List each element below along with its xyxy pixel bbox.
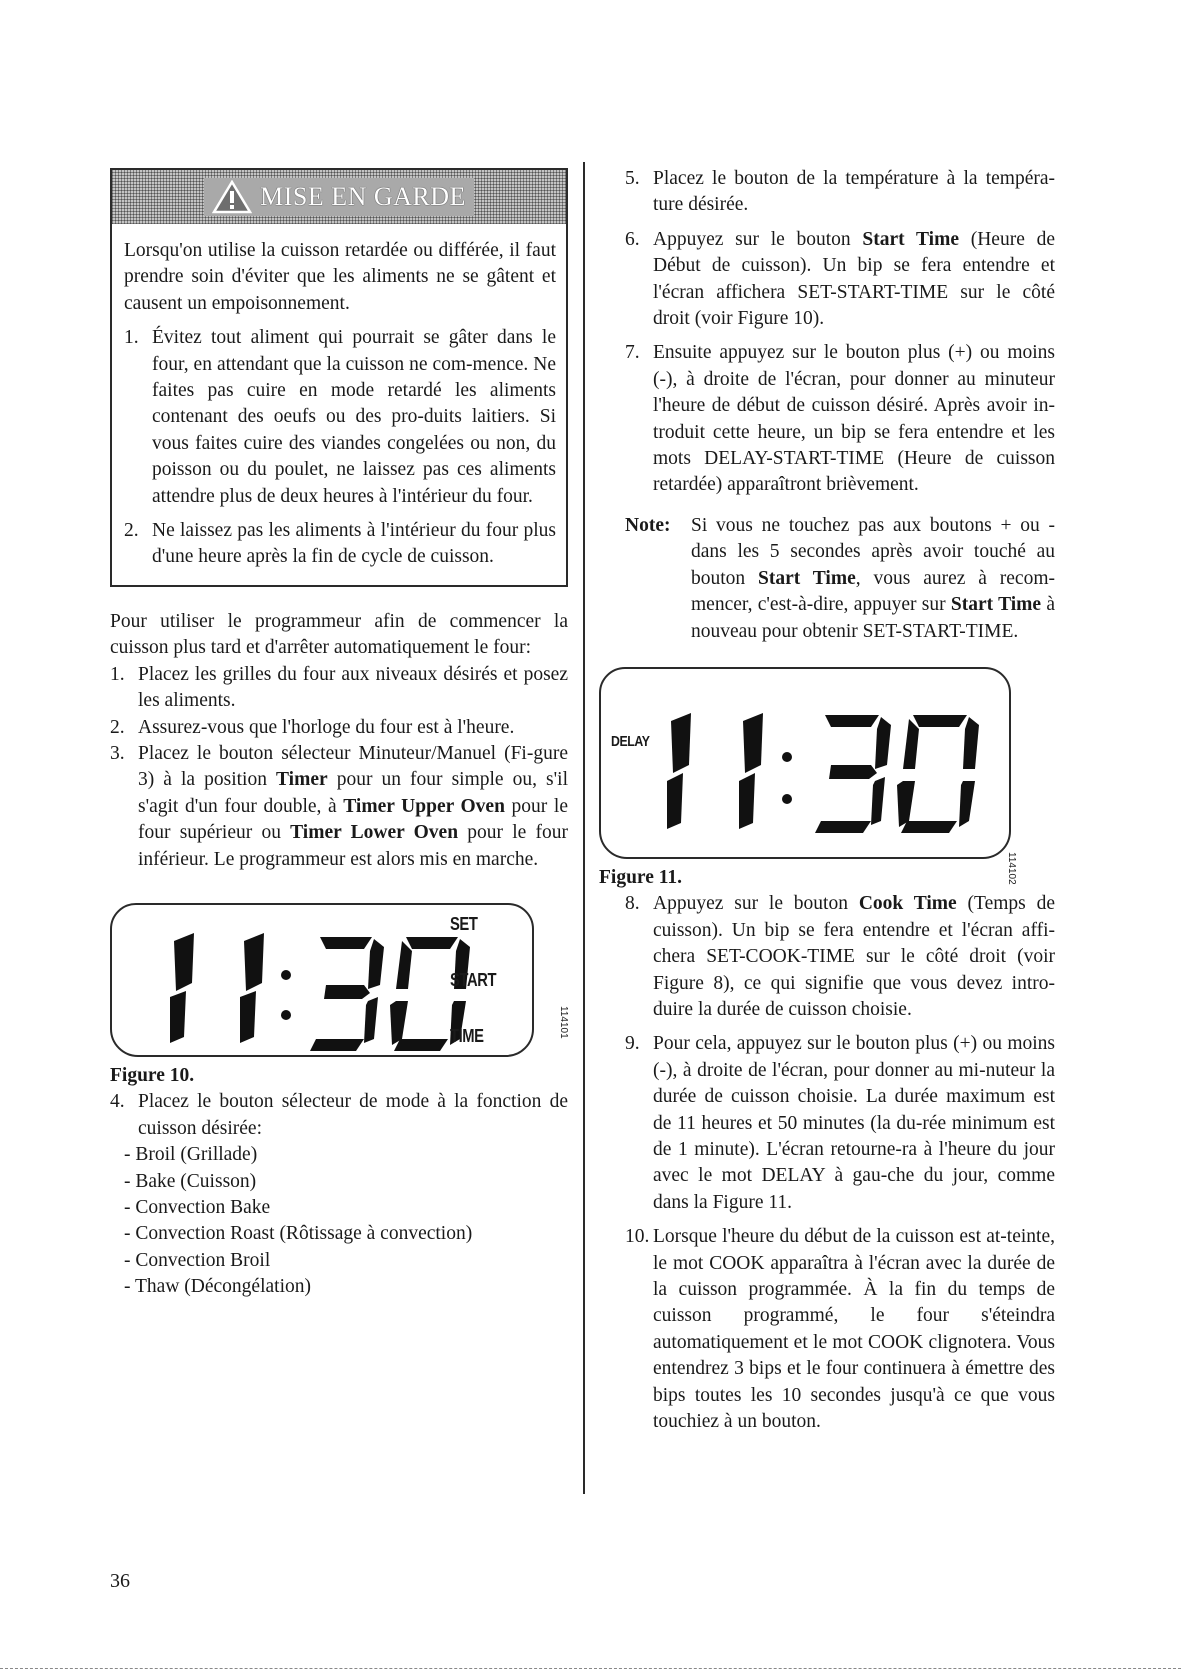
page-number: 36 [110, 1570, 130, 1592]
right-column [599, 166, 1056, 1443]
left-intro: Pour utiliser le programmeur afin de commencer la cuisson plus tard et d'arrêter automatiquement le four: [110, 610, 568, 659]
mode-item: - Broil (Grillade) [124, 1144, 258, 1166]
mode-item: - Convection Broil [124, 1249, 271, 1271]
lcd-label-time: TIME [450, 1025, 484, 1046]
left-steps-cont [110, 1089, 568, 1300]
note-text: Si vous ne touchez pas aux boutons + ou - dans les 5 secondes après avoir touché au bouton Start Time, vous aurez à recom-mencer, c'est-à-dire, appuyer sur Start Time à nouveau pour obtenir SET-START-TIME. [691, 514, 1055, 642]
figure-10-display [110, 903, 534, 1057]
figure-10-caption: Figure 10. [110, 1064, 195, 1086]
warning-triangle-icon [212, 180, 252, 214]
left-steps [110, 662, 568, 873]
mode-item: - Thaw (Décongélation) [124, 1276, 311, 1298]
warning-body [112, 238, 566, 571]
warning-item: 1. Évitez tout aliment qui pourrait se gâter dans le four, en attendant que la cuisson ne com-mence. Ne faites pas cuire en mode retardé les aliments contenant des oeufs ou des pro-duits laitiers. Si vous faites cuire des viandes congelées ou non, du poisson ou du poulet, ne laissez pas ces aliments attendre plus de deux heures à l'intérieur du four. [124, 327, 556, 507]
mode-item: - Convection Roast (Rôtissage à convection) [124, 1223, 473, 1245]
step-10: 10. Lorsque l'heure du début de la cuisson est at-teinte, le mot COOK apparaîtra à l'écran avec la durée de la cuisson programmée. À la fin du temps de cuisson programmé, le four s'éteindra automatiquement et le mot COOK clignotera. Vous entendrez 3 bips et le four continuera à émettre des bips toutes les 10 secondes jusqu'à ce que vous touchiez à un bouton. [625, 1226, 1055, 1433]
mode-item: - Convection Bake [124, 1196, 271, 1218]
step-2: 2. Assurez-vous que l'horloge du four est à l'heure. [110, 716, 515, 738]
step-6: 6. Appuyez sur le bouton Start Time (Heure de Début de cuisson). Un bip se fera entendre et l'écran affichera SET-START-TIME sur le côté droit (voir Figure 10). [625, 228, 1055, 330]
mode-list [124, 1142, 568, 1300]
figure-11-caption: Figure 11. [599, 866, 683, 888]
step-1: 1. Placez les grilles du four aux niveaux désirés et posez les aliments. [110, 663, 568, 712]
column-divider [583, 162, 585, 1494]
figure-11-display [599, 667, 1011, 859]
warning-box [110, 168, 568, 587]
warning-intro: Lorsqu'on utilise la cuisson retardée ou différée, il faut prendre soin d'éviter que les aliments ne se gâtent et causent un empoisonnement. [124, 240, 556, 314]
step-5: 5. Placez le bouton de la température à la tempéra-ture désirée. [625, 168, 1055, 216]
step-9: 9. Pour cela, appuyez sur le bouton plus (+) ou moins (-), à droite de l'écran, pour donner au mi-nuteur la durée de cuisson choisie. La durée maximum est de 11 heures et 50 minutes (la du-rée minimum est de 1 minute). L'écran retourne-ra à l'heure du jour avec le mot DELAY à gau-che du jour, comme dans la Figure 11. [625, 1033, 1055, 1213]
right-steps [625, 166, 1055, 499]
lcd-label-delay: DELAY [611, 732, 650, 750]
warning-item: 2. Ne laissez pas les aliments à l'intérieur du four plus d'une heure après la fin de cycle de cuisson. [124, 520, 556, 568]
warning-title: MISE EN GARDE [260, 181, 466, 211]
step-7: 7. Ensuite appuyez sur le bouton plus (+) ou moins (-), à droite de l'écran, pour donner au minuteur l'heure de début de cuisson désiré. Après avoir in-troduit cette heure, un bip se fera entendre et les mots DELAY-START-TIME (Heure de cuisson retardée) apparaîtront brièvement. [625, 342, 1055, 496]
mode-item: - Bake (Cuisson) [124, 1170, 257, 1192]
warning-header [112, 170, 566, 224]
warning-title-wrap [204, 178, 474, 216]
lcd-label-start: START [450, 969, 497, 990]
left-column [110, 168, 568, 1309]
step-4: 4. Placez le bouton sélecteur de mode à la fonction de cuisson désirée: - Broil (Grillade) - Bake (Cuisson) - Convection Bake - Convection Roast (Rôtissage à convection) - Convection Broil - Thaw (Décongélation) [110, 1089, 568, 1300]
bottom-rule [0, 1668, 1181, 1669]
lcd-digits-11 [601, 669, 1009, 857]
note-label: Note: [625, 514, 671, 536]
step-8: 8. Appuyez sur le bouton Cook Time (Temps de cuisson). Un bip se fera entendre et l'écran affi-chera SET-COOK-TIME sur le côté droit (voir Figure 8), ce qui signifie que vous devez intro-duire la durée de cuisson choisie. [625, 893, 1056, 1020]
note-block [625, 513, 1055, 645]
figure-10-part-number: 114101 [558, 1006, 569, 1039]
figure-11-part-number: 114102 [1006, 852, 1017, 885]
warning-list [124, 325, 556, 571]
lcd-label-set: SET [450, 913, 478, 934]
step-3: 3. Placez le bouton sélecteur Minuteur/Manuel (Fi-gure 3) à la position Timer pour un four simple ou, s'il s'agit d'un four double, à Timer Upper Oven pour le four supérieur ou Timer Lower Oven pour le four inférieur. Le programmeur est alors mis en marche. [110, 742, 568, 870]
right-steps-cont [625, 891, 1055, 1435]
